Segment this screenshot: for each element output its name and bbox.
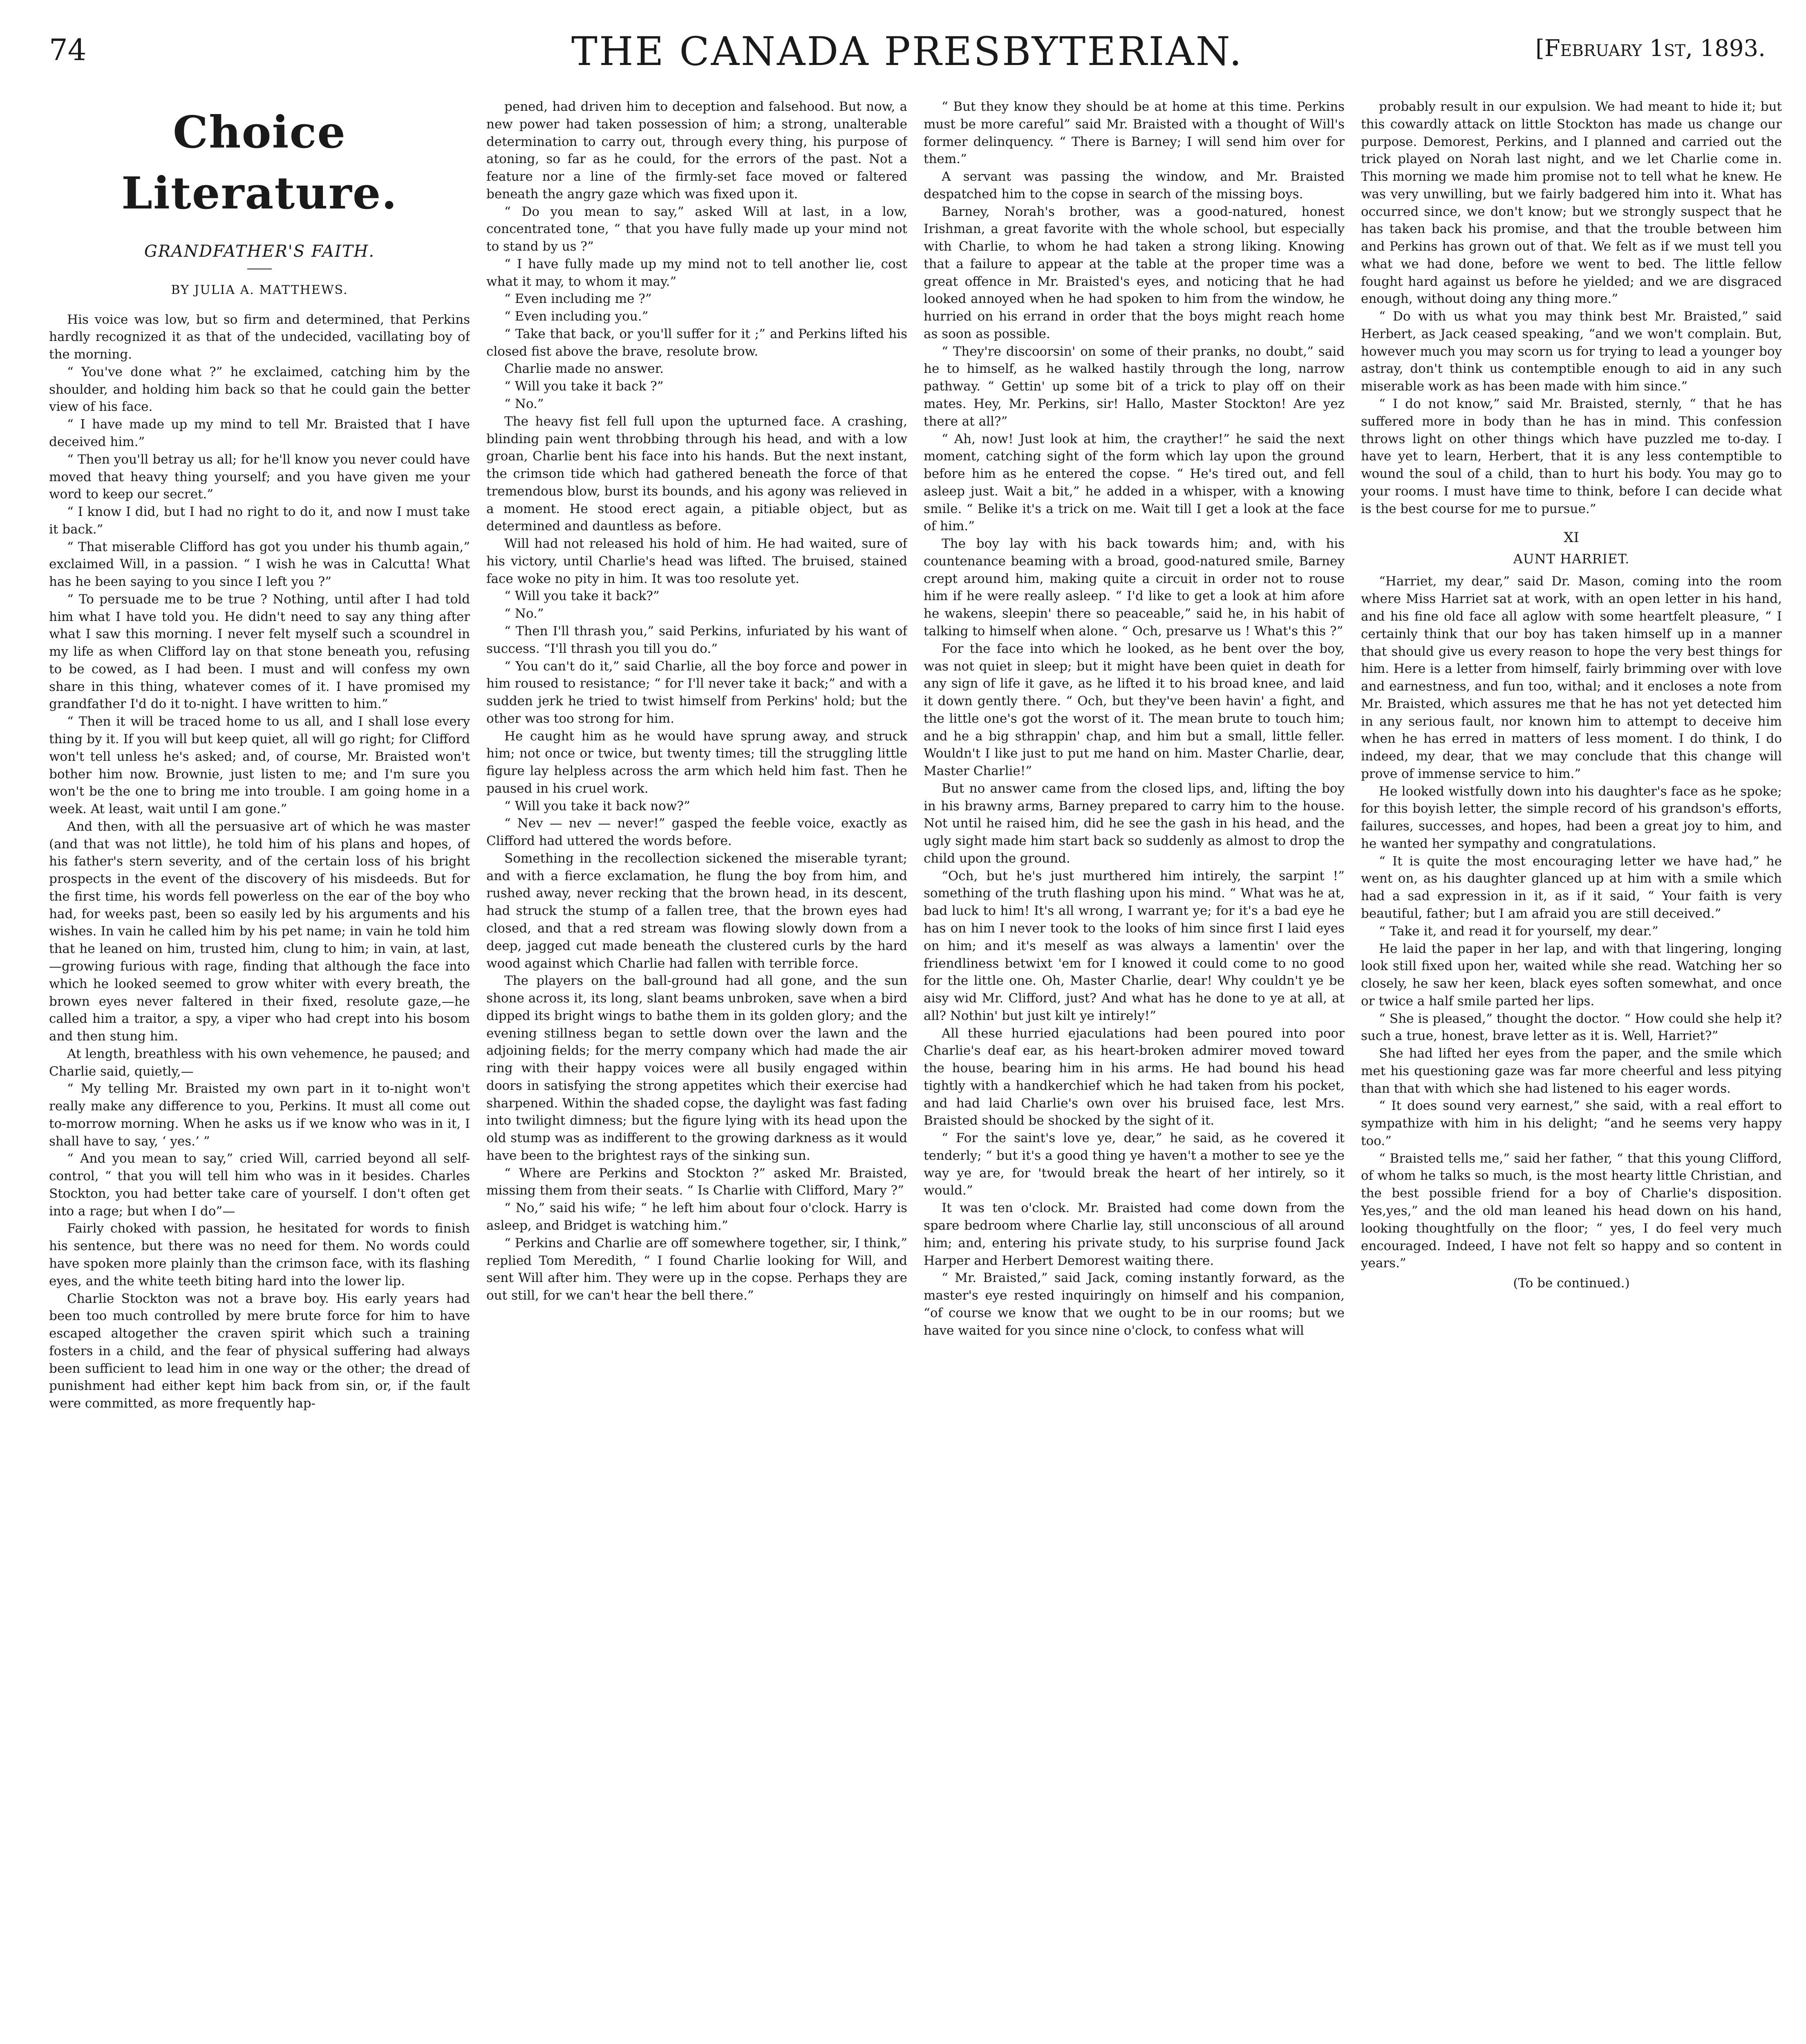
paragraph: He caught him as he would have sprung away, and struck him; not once or twice, but twenty times; till the struggling little figure lay helpless across the arm which held him fast. Then he paused in his cruel work. [486,728,907,796]
paragraph: “ It is quite the most encouraging letter we have had,” he went on, as his daughter glanced up at him with a smile which had a sad expression in it, as if it said, “ Your faith is very beautiful, father; but I am afraid you are still deceived.” [1361,854,1782,921]
paragraph: “ Perkins and Charlie are off somewhere together, sir, I think,” replied Tom Meredith, “ I found Charlie looking for Will, and sent Will after him. They were up in the copse. Perhaps they are out still, for we can't hear the bell there.” [486,1235,907,1303]
paragraph: “ Even including me ?” [504,291,652,307]
section-title: Choice Literature. [121,107,398,220]
paragraph: Will had not released his hold of him. He had waited, sure of his victory, until Charlie's head was lifted. The bruised, stained face woke no pity in him. It was too resolute yet. [486,536,907,586]
paragraph: Barney, Norah's brother, was a good-natured, honest Irishman, a great favorite with the whole school, but especially with Charlie, to whom he had taken a strong liking. Knowing that a failure to appear at the table at the proper time was a great offence in Mr. Braisted's eyes, and noticing that he had looked annoyed when he had spoken to him from the window, he hurried on his errand in order that the boys might reach home as soon as possible. [924,204,1345,341]
paragraph: “ Even including you.” [504,309,649,324]
paragraph: The boy lay with his back towards him; and, with his countenance beaming with a broad, good-natured smile, Barney crept around him, making quite a circuit in order not to rouse him if he were really asleep. “ I'd like to get a look at him afore he wakens, sleepin' there so peaceable,” said he, in his habit of talking to himself when alone. “ Och, presarve us ! What's this ?” [924,536,1345,639]
column-4 [1361,98,1782,2044]
column-3-text [924,98,1345,1339]
paragraph: It was ten o'clock. Mr. Braisted had come down from the spare bedroom where Charlie lay, still unconscious of all around him; and, entering his private study, to his surprise found Jack Harper and Herbert Demorest waiting there. [924,1201,1345,1268]
paragraph: “ No.” [504,397,544,412]
paragraph: “ For the saint's love ye, dear,” he said, as he covered it tenderly; “ but it's a good thing ye haven't a mother to see ye the way ye are, for 'twould break the heart of her intirely, so it would.” [924,1131,1345,1198]
chapter-number: XI [1564,529,1579,546]
paragraph: “ It does sound very earnest,” she said, with a real effort to sympathize with him in his delight; “and he seems very happy too.” [1361,1098,1782,1148]
column-2 [486,98,907,2044]
paragraph: But no answer came from the closed lips, and, lifting the boy in his brawny arms, Barney prepared to carry him to the house. Not until he raised him, did he see the gash in his head, and the ugly sight made him start back so suddenly as almost to drop the child upon the ground. [924,781,1345,866]
paragraph: “ They're discoorsin' on some of their pranks, no doubt,” said he to himself, as he walked hastily through the long, narrow pathway. “ Gettin' up some bit of a trick to play off on their mates. Hey, Mr. Perkins, sir! Hallo, Master Stockton! Are yez there at all?” [924,344,1345,429]
paragraph: The players on the ball-ground had all gone, and the sun shone across it, its long, slant beams unbroken, save when a bird dipped its bright wings to bathe them in its golden glory; and the evening stillness began to settle down over the lawn and the adjoining fields; for the merry company which had made the air ring with their happy voices were all busily engaged within doors in satisfying the strong appetites which their exercise had sharpened. Within the shaded copse, the daylight was fast fading into twilight dimness; but the figure lying with its head upon the old stump was as indifferent to the growing darkness as it would have been to the brightest rays of the sinking sun. [486,973,907,1163]
masthead: THE CANADA PRESBYTERIAN. [571,29,1244,74]
paragraph: “ I know I did, but I had no right to do it, and now I must take it back.” [49,504,470,537]
issue-date: [February 1st, 1893. [1535,35,1766,62]
paragraph: “ Will you take it back?” [504,589,660,604]
column-4-text-continued [1361,573,1782,1272]
paragraph: “ Will you take it back now?” [504,798,690,814]
column-4-text [1361,98,1782,518]
paragraph: “Och, but he's just murthered him intirely, the sarpint !” something of the truth flashing upon his mind. “ What was he at, bad luck to him! It's all wrong, I warrant ye; for it's a bad eye he has on him I never took to the looks of him since first I laid eyes on him; and it's meself as was always a lamentin' over the friendliness betwixt 'em for I knowed it could come to no good for the little one. Oh, Master Charlie, dear! Why couldn't ye be aisy wid Mr. Clifford, just? And what has he done to ye at all, at all? Nothin' but just kilt ye intirely!” [924,868,1345,1023]
paragraph: Something in the recollection sickened the miserable tyrant; and with a fierce exclamation, he flung the boy from him, and rushed away, never recking that the brown head, in its descent, had struck the stump of a fallen tree, that the brown eyes had closed, and that a red stream was flowing slowly down from a deep, jagged cut made beneath the clustered curls by the hard wood against which Charlie had fallen with terrible force. [486,851,907,971]
paragraph: He laid the paper in her lap, and with that lingering, longing look still fixed upon her, waited while she read. Watching her so closely, he saw her keen, black eyes soften somewhat, and once or twice a half smile parted her lips. [1361,941,1782,1009]
paragraph: “ I do not know,” said Mr. Braisted, sternly, “ that he has suffered more in body than he has in mind. This confession throws light on other things which have puzzled me to-day. I have yet to learn, Herbert, that it is any less contemptible to wound the soul of a child, than to hurt his body. You may go to your rooms. I must have time to think, before I can decide what is the best course for me to pursue.” [1361,397,1782,516]
column-3 [924,98,1345,2044]
paragraph: “ Then I'll thrash you,” said Perkins, infuriated by his want of success. “I'll thrash you till you do.” [486,623,907,656]
paragraph: “ Where are Perkins and Stockton ?” asked Mr. Braisted, missing them from their seats. “ Is Charlie with Clifford, Mary ?” [486,1165,907,1198]
byline: BY JULIA A. MATTHEWS. [171,283,348,298]
chapter-title: AUNT HARRIET. [1513,551,1630,567]
paragraph: probably result in our expulsion. We had meant to hide it; but this cowardly attack on little Stockton has made us change our purpose. Demorest, Perkins, and I planned and carried out the trick played on Norah last night, and we let Charlie come in. This morning we made him promise not to tell what he knew. He was very unwilling, but we fairly badgered him into it. What has occurred since, we don't know; but we strongly suspect that he has taken back his promise, and that the trouble between him and Perkins has grown out of that. We felt as if we must tell you what we had done, before we went to bed. The little fellow fought hard against us before he yielded; and we are disgraced enough, without doing any thing more.” [1361,99,1782,307]
page-header [49,29,1766,86]
paragraph: Fairly choked with passion, he hesitated for words to finish his sentence, but there was no need for them. No words could have spoken more plainly than the crimson face, with its flashing eyes, and the white teeth biting hard into the lower lip. [49,1221,470,1289]
paragraph: “ No,” said his wife; “ he left him about four o'clock. Harry is asleep, and Bridget is watching him.” [486,1201,907,1233]
story-title: GRANDFATHER'S FAITH. [144,242,375,261]
paragraph: For the face into which he looked, as he bent over the boy, was not quiet in sleep; but it might have been quiet in death for any sign of life it gave, as he lifted it to his broad knee, and laid it down gently there. “ Och, but they've been havin' a fight, and the little one's got the worst of it. The mean brute to touch him; and he a big sthrappin' chap, and him but a small, little feller. Wouldn't I like just to put me hand on him. Master Charlie, dear, Master Charlie!” [924,641,1345,779]
paragraph: “ Nev — nev — never!” gasped the feeble voice, exactly as Clifford had uttered the words before. [486,816,907,849]
page-number: 74 [49,33,87,67]
column-1 [49,98,470,2044]
paragraph: “ Do with us what you may think best Mr. Braisted,” said Herbert, as Jack ceased speaking, “and we won't complain. But, however much you may scorn us for trying to lead a younger boy astray, don't think us contemptible enough to aid in any such miserable work as has been made with him since.” [1361,309,1782,394]
paragraph: “ Then you'll betray us all; for he'll know you never could have moved that heavy thing yourself; and you have given me your word to keep our secret.” [49,452,470,502]
paragraph: His voice was low, but so firm and determined, that Perkins hardly recognized it as that of the undecided, vacillating boy of the morning. [49,312,470,362]
paragraph: All these hurried ejaculations had been poured into poor Charlie's deaf ear, as his heart-broken admirer moved toward the house, bearing him in his arms. He had bound his head tightly with a handkerchief which he had taken from his pocket, and had laid Charlie's own over his bruised face, lest Mrs. Braisted should be shocked by the sight of it. [924,1026,1345,1128]
paragraph: “ She is pleased,” thought the doctor. “ How could she help it? such a true, honest, brave letter as it is. Well, Harriet?” [1361,1011,1782,1044]
to-be-continued: (To be continued.) [1513,1276,1630,1291]
paragraph: And then, with all the persuasive art of which he was master (and that was not little), he told him of his plans and hopes, of his father's stern severity, and of the certain loss of his bright prospects in the event of the discovery of his misdeeds. But for the first time, his words fell powerless on the ear of the boy who had, for weeks past, been so easily led by his arguments and his wishes. In vain he called him by his pet name; in vain he told him that he leaned on him, trusted him, clung to him; in vain, at last,—growing furious with rage, finding that although the face into which he looked seemed to grow whiter with every breath, the brown eyes never faltered in their fixed, resolute gaze,—he called him a traitor, a spy, a viper who had crept into his bosom and then stung him. [49,819,470,1044]
paragraph: She had lifted her eyes from the paper, and the smile which met his questioning gaze was far more cheerful and less pitying than that with which she had listened to his eager words. [1361,1046,1782,1096]
paragraph: Charlie made no answer. [504,361,664,377]
paragraph: “ Take that back, or you'll suffer for it ;” and Perkins lifted his closed fist above the brave, resolute brow. [486,326,907,359]
paragraph: “ Braisted tells me,” said her father, “ that this young Clifford, of whom he talks so much, is the most hearty little Christian, and the best possible friend for a boy of Charlie's disposition. Yes,yes,” and the old man leaned his head down on his hand, looking thoughtfully on the floor; “ yes, I do feel very much encouraged. Indeed, I have not felt so happy and so content in years.” [1361,1151,1782,1271]
paragraph: “ I have made up my mind to tell Mr. Braisted that I have deceived him.” [49,417,470,449]
paragraph: “ Will you take it back ?” [504,379,664,394]
paragraph: “ Do you mean to say,” asked Will at last, in a low, concentrated tone, “ that you have fully made up your mind not to stand by us ?” [486,204,907,254]
paragraph: “ And you mean to say,” cried Will, carried beyond all self-control, “ that you will tell him who was in it besides. Charles Stockton, you had better take care of yourself. I don't often get into a rage; but when I do”— [49,1151,470,1219]
paragraph: The heavy fist fell full upon the upturned face. A crashing, blinding pain went throbbing through his head, and with a low groan, Charlie bent his face into his hands. But the next instant, the crimson tide which had gathered beneath the force of that tremendous blow, burst its bounds, and his agony was relieved in a moment. He stood erect again, a pitiable object, but as determined and dauntless as before. [486,414,907,534]
paragraph: “ I have fully made up my mind not to tell another lie, cost what it may, to whom it may.” [486,256,907,289]
paragraph: “ But they know they should be at home at this time. Perkins must be more careful” said Mr. Braisted with a thought of Will's former delinquency. “ There is Barney; I will send him over for them.” [924,99,1345,167]
paragraph: “ You can't do it,” said Charlie, all the boy force and power in him roused to resistance; “ for I'll never take it back;” and with a sudden jerk he tried to twist himself from Perkins' hold; but the other was too strong for him. [486,659,907,726]
paragraph: “Harriet, my dear,” said Dr. Mason, coming into the room where Miss Harriet sat at work, with an open letter in his hand, and his fine old face all aglow with some heartfelt pleasure, “ I certainly think that our boy has taken himself up in a manner that should give us every reason to hope the very best things for him. Here is a letter from himself, fairly brimming over with love and earnestness, and fun too, withal; and it encloses a note from Mr. Braisted, which assures me that he has not yet detected him in any serious fault, nor known him to attempt to deceive him when he has erred in matters of less moment. I do think, I do indeed, my dear, that we may conclude that this change will prove of immense service to him.” [1361,574,1782,781]
column-1-text [49,311,470,1412]
paragraph: “ You've done what ?” he exclaimed, catching him by the shoulder, and holding him back so that he could gain the better view of his face. [49,364,470,415]
paragraph: A servant was passing the window, and Mr. Braisted despatched him to the copse in search of the missing boys. [924,169,1345,202]
column-2-text [486,98,907,1304]
paragraph: At length, breathless with his own vehemence, he paused; and Charlie said, quietly,— [49,1046,470,1079]
paragraph: pened, had driven him to deception and falsehood. But now, a new power had taken possession of him; a strong, unalterable determination to carry out, through every thing, his purpose of atoning, so far as he could, for the errors of the past. Not a feature nor a line of the firmly-set face moved or faltered beneath the angry gaze which was fixed upon it. [486,99,907,202]
paragraph: “ Then it will be traced home to us all, and I shall lose every thing by it. If you will but keep quiet, all will go right; for Clifford won't tell unless he's asked; and, of course, Mr. Braisted won't bother him now. Brownie, just listen to me; and I'm sure you won't be the one to bring me into trouble. I am going home in a week. At least, wait until I am gone.” [49,714,470,817]
paragraph: “ Take it, and read it for yourself, my dear.” [1379,923,1658,939]
paragraph: “ Mr. Braisted,” said Jack, coming instantly forward, as the master's eye rested inquiringly on himself and his companion, “of course we know that we ought to be in our rooms; but we have waited for you since nine o'clock, to confess what will [924,1271,1345,1338]
paragraph: “ My telling Mr. Braisted my own part in it to-night won't really make any difference to you, Perkins. It must all come out to-morrow morning. When he asks us if we know who was in it, I shall have to say, ‘ yes.’ ” [49,1081,470,1149]
paragraph: “ No.” [504,606,544,621]
article-columns [49,98,1782,2044]
paragraph: Charlie Stockton was not a brave boy. His early years had been too much controlled by mere brute force for him to have escaped altogether the craven spirit which such a training fosters in a child, and the fear of physical suffering had always been sufficient to lead him in one way or the other; the dread of punishment had either kept him back from sin, or, if the fault were committed, as more frequently hap- [49,1291,470,1411]
paragraph: “ Ah, now! Just look at him, the crayther!” he said the next moment, catching sight of the form which lay upon the ground before him as he entered the copse. “ He's tired out, and fell asleep just. Wait a bit,” he added in a whisper, with a knowing smile. “ Belike it's a trick on me. Wait till I get a look at the face of him.” [924,431,1345,534]
paragraph: “ That miserable Clifford has got you under his thumb again,” exclaimed Will, in a passion. “ I wish he was in Calcutta! What has he been saying to you since I left you ?” [49,539,470,589]
paragraph: He looked wistfully down into his daughter's face as he spoke; for this boyish letter, the simple record of his grandson's efforts, failures, successes, and hopes, had been a great joy to him, and he wanted her sympathy and congratulations. [1361,784,1782,851]
paragraph: “ To persuade me to be true ? Nothing, until after I had told him what I have told you. He didn't need to say any thing after what I saw this morning. I never felt myself such a scoundrel in my life as when Clifford lay on that stone beneath you, refusing to be cowed, as I had been. I must and will confess my own share in this thing, whatever comes of it. I have promised my grandfather I'd do it to-night. I have written to him.” [49,592,470,712]
